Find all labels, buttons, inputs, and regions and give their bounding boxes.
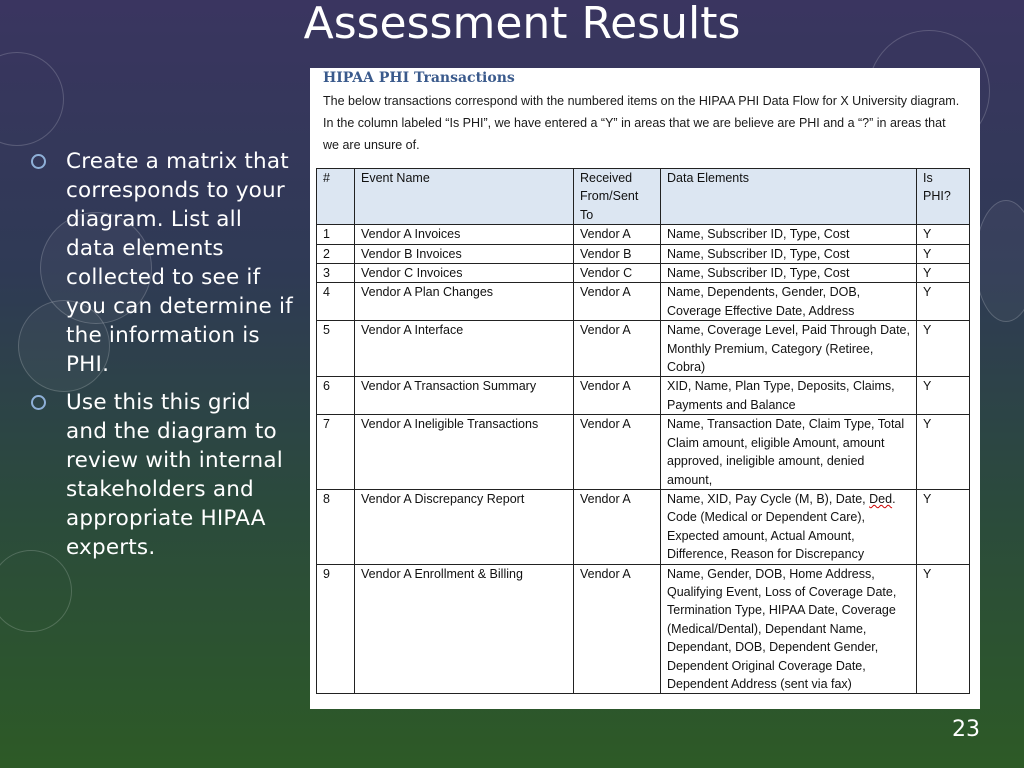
cell-event-name: Vendor A Transaction Summary: [355, 377, 574, 415]
cell-event-name: Vendor A Interface: [355, 321, 574, 377]
table-row: [317, 321, 970, 377]
cell-number: 9: [317, 564, 355, 694]
cell-number: 7: [317, 415, 355, 490]
cell-party: Vendor A: [574, 377, 661, 415]
bullet-ring-icon: [31, 395, 46, 410]
bullet-text: Use this this grid and the diagram to review with internal stakeholders and appropriate HIPAA experts.: [66, 390, 283, 560]
document-intro: The below transactions correspond with the numbered items on the HIPAA PHI Data Flow for X University diagram. In the column labeled “Is PHI”, we have entered a “Y” in areas that we are believe are PHI and a “?” in areas that we are unsure of.: [323, 94, 960, 152]
cell-data-elements: Name, Transaction Date, Claim Type, Total Claim amount, eligible Amount, amount approved, ineligible amount, denied amount,: [661, 415, 917, 490]
table-header-row: [317, 169, 970, 225]
data-text: . Code (Medical or Dependent Care), Expected amount, Actual Amount, Difference, Reason for Discrepancy: [667, 491, 896, 562]
cell-party: Vendor C: [574, 264, 661, 283]
cell-event-name: Vendor A Discrepancy Report: [355, 489, 574, 564]
cell-data-elements: Name, Gender, DOB, Home Address, Qualifying Event, Loss of Coverage Date, Termination Type, HIPAA Date, Coverage (Medical/Dental), Dependant Name, Dependant, DOB, Dependent Gender, Dependent Original Coverage Date, Dependent Address (sent via fax): [661, 564, 917, 694]
cell-number: 8: [317, 489, 355, 564]
header-number: #: [317, 169, 355, 225]
cell-party: Vendor A: [574, 489, 661, 564]
document-title: HIPAA PHI Transactions: [323, 70, 515, 86]
data-text: Name, XID, Pay Cycle (M, B), Date,: [667, 491, 870, 506]
cell-number: 4: [317, 283, 355, 321]
cell-party: Vendor A: [574, 564, 661, 694]
header-is-phi: Is PHI?: [917, 169, 970, 225]
phi-transactions-table: [316, 168, 970, 694]
cell-party: Vendor A: [574, 415, 661, 490]
cell-is-phi: Y: [917, 564, 970, 694]
table-row: [317, 489, 970, 564]
bullet-list: [28, 147, 298, 571]
table-row: [317, 283, 970, 321]
bullet-text: Create a matrix that corresponds to your diagram. List all data elements collected to see if you can determine if the information is PHI.: [66, 149, 293, 377]
cell-is-phi: Y: [917, 489, 970, 564]
cell-party: Vendor B: [574, 244, 661, 263]
cell-is-phi: Y: [917, 264, 970, 283]
cell-data-elements: Name, Dependents, Gender, DOB, Coverage Effective Date, Address: [661, 283, 917, 321]
cell-is-phi: Y: [917, 225, 970, 244]
table-row: [317, 415, 970, 490]
cell-number: 3: [317, 264, 355, 283]
header-event-name: Event Name: [355, 169, 574, 225]
cell-data-elements: Name, Subscriber ID, Type, Cost: [661, 225, 917, 244]
cell-is-phi: Y: [917, 283, 970, 321]
cell-data-elements: Name, Subscriber ID, Type, Cost: [661, 264, 917, 283]
decorative-circle: [975, 200, 1024, 322]
cell-event-name: Vendor A Ineligible Transactions: [355, 415, 574, 490]
cell-is-phi: Y: [917, 321, 970, 377]
cell-is-phi: Y: [917, 244, 970, 263]
slide-title: Assessment Results: [303, 0, 741, 49]
slide-number: 23: [952, 717, 980, 742]
cell-data-elements: [661, 489, 917, 564]
cell-event-name: Vendor B Invoices: [355, 244, 574, 263]
cell-party: Vendor A: [574, 283, 661, 321]
cell-number: 5: [317, 321, 355, 377]
bullet-item: [28, 147, 298, 379]
cell-number: 1: [317, 225, 355, 244]
cell-event-name: Vendor A Enrollment & Billing: [355, 564, 574, 694]
cell-event-name: Vendor A Plan Changes: [355, 283, 574, 321]
table-row: [317, 264, 970, 283]
bullet-ring-icon: [31, 154, 46, 169]
cell-event-name: Vendor C Invoices: [355, 264, 574, 283]
cell-party: Vendor A: [574, 321, 661, 377]
header-data-elements: Data Elements: [661, 169, 917, 225]
cell-data-elements: XID, Name, Plan Type, Deposits, Claims, Payments and Balance: [661, 377, 917, 415]
document-image: [310, 68, 980, 709]
cell-number: 2: [317, 244, 355, 263]
header-received-from: Received From/Sent To: [574, 169, 661, 225]
cell-is-phi: Y: [917, 377, 970, 415]
cell-number: 6: [317, 377, 355, 415]
cell-party: Vendor A: [574, 225, 661, 244]
cell-data-elements: Name, Coverage Level, Paid Through Date, Monthly Premium, Category (Retiree, Cobra): [661, 321, 917, 377]
cell-is-phi: Y: [917, 415, 970, 490]
table-row: [317, 244, 970, 263]
cell-data-elements: Name, Subscriber ID, Type, Cost: [661, 244, 917, 263]
decorative-circle: [0, 52, 64, 146]
table-row: [317, 225, 970, 244]
table-row: [317, 377, 970, 415]
spellcheck-marked-word: Ded: [869, 491, 893, 506]
table-row: [317, 564, 970, 694]
cell-event-name: Vendor A Invoices: [355, 225, 574, 244]
bullet-item: [28, 388, 298, 562]
